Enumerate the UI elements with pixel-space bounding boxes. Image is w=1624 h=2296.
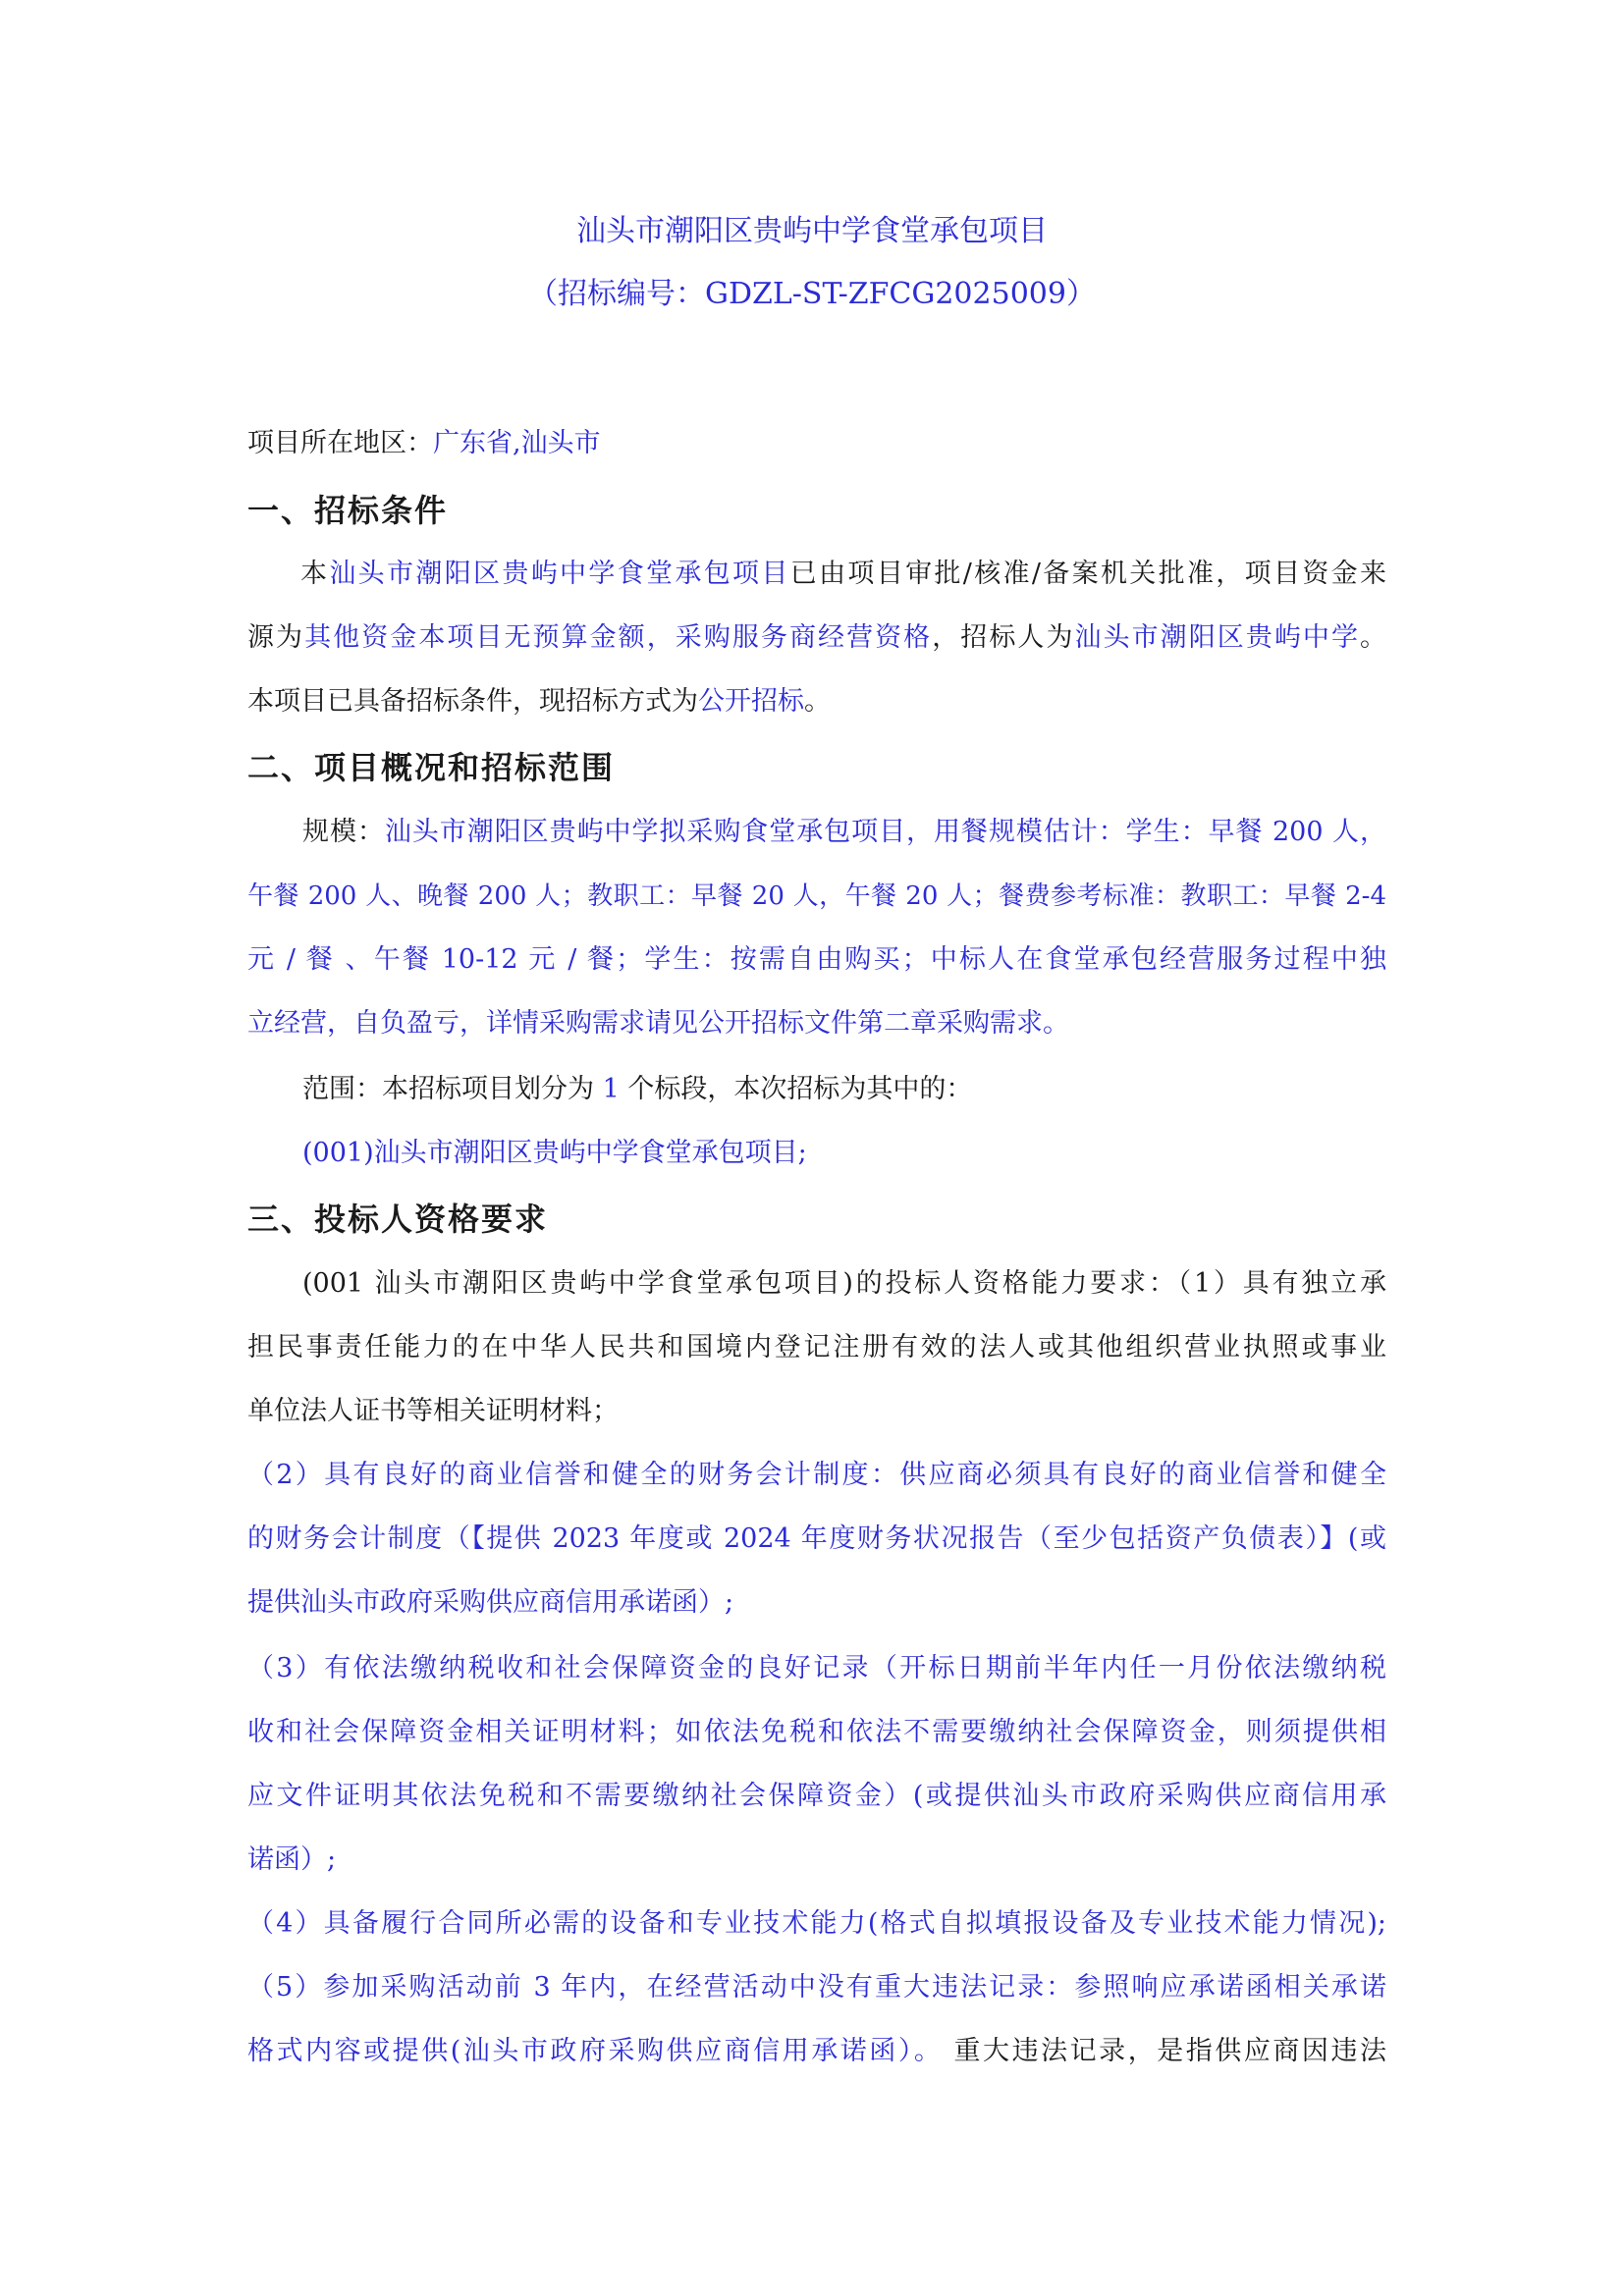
section-heading-bidder-qualifications: 三、投标人资格要求: [247, 1201, 549, 1238]
project-location: [247, 424, 1386, 463]
bid-number: （招标编号：GDZL-ST-ZFCG2025009）: [528, 277, 1096, 311]
fund-source: 其他资金本项目无预算金额，采购服务商经营资格: [304, 622, 933, 653]
qual-p4-line-1: （4）具备履行合同所必需的设备和专业技术能力(格式自拟填报设备及专业技术能力情况);: [247, 1908, 1386, 1939]
project-name: 汕头市潮阳区贵屿中学食堂承包项目: [329, 559, 790, 589]
qual-p1-line-3: 单位法人证书等相关证明材料；: [247, 1396, 619, 1426]
scale-label: 规模：: [302, 817, 385, 847]
lot-item: (001)汕头市潮阳区贵屿中学食堂承包项目;: [302, 1138, 807, 1168]
location-label: 项目所在地区：: [247, 428, 433, 458]
scale-line-1: 规模：汕头市潮阳区贵屿中学拟采购食堂承包项目，用餐规模估计：学生：早餐 200 人，: [302, 817, 1387, 847]
qual-p2-line-1: （2）具有良好的商业信誉和健全的财务会计制度：供应商必须具有良好的商业信誉和健全: [247, 1460, 1386, 1490]
document-title: 汕头市潮阳区贵屿中学食堂承包项目: [576, 214, 1048, 248]
qual-p3-line-1: （3）有依法缴纳税收和社会保障资金的良好记录（开标日期前半年内任一月份依法缴纳税: [247, 1653, 1386, 1683]
qual-p2-line-3: 提供汕头市政府采购供应商信用承诺函）;: [247, 1587, 734, 1618]
qual-p1-line-1: (001 汕头市潮阳区贵屿中学食堂承包项目)的投标人资格能力要求：（1）具有独立承: [302, 1268, 1386, 1299]
bidding-method: 公开招标: [698, 686, 804, 717]
section-heading-project-overview: 二、项目概况和招标范围: [247, 749, 616, 786]
qual-p3-line-2: 收和社会保障资金相关证明材料；如依法免税和依法不需要缴纳社会保障资金，则须提供相: [247, 1717, 1386, 1747]
section-heading-bidding-conditions: 一、招标条件: [247, 492, 449, 529]
lot-count: 1: [594, 1074, 628, 1104]
qual-p3-line-3: 应文件证明其依法免税和不需要缴纳社会保障资金）(或提供汕头市政府采购供应商信用承: [247, 1781, 1386, 1811]
qual-p5-line-2: 格式内容或提供(汕头市政府采购供应商信用承诺函）。 重大违法记录，是指供应商因违法: [247, 2036, 1386, 2066]
qual-p2-line-2: 的财务会计制度（【提供 2023 年度或 2024 年度财务状况报告（至少包括资产负债表）】(或: [247, 1523, 1386, 1554]
section1-line-3: 本项目已具备招标条件，现招标方式为公开招标。: [247, 686, 831, 717]
qual-p5-line-1: （5）参加采购活动前 3 年内，在经营活动中没有重大违法记录：参照响应承诺函相关承诺: [247, 1972, 1386, 2002]
tenderer-name: 汕头市潮阳区贵屿中学: [1074, 622, 1361, 653]
section1-line-2: 源为其他资金本项目无预算金额，采购服务商经营资格，招标人为汕头市潮阳区贵屿中学。: [247, 622, 1387, 653]
range-line: 范围：本招标项目划分为 1 个标段，本次招标为其中的：: [302, 1074, 973, 1104]
section1-line-1: 本汕头市潮阳区贵屿中学食堂承包项目已由项目审批/核准/备案机关批准，项目资金来: [300, 559, 1386, 589]
location-value: 广东省,汕头市: [433, 428, 601, 458]
qual-p3-line-4: 诺函）;: [247, 1844, 337, 1875]
scale-line-2: 午餐 200 人、晚餐 200 人；教职工：早餐 20 人，午餐 20 人；餐费参考标准：教职工：早餐 2-4: [247, 881, 1386, 911]
scale-line-4: 立经营，自负盈亏，详情采购需求请见公开招标文件第二章采购需求。: [247, 1008, 1069, 1039]
scale-line-3: 元 / 餐 、午餐 10-12 元 / 餐；学生：按需自由购买；中标人在食堂承包经营服务过程中独: [247, 944, 1386, 975]
qual-p1-line-2: 担民事责任能力的在中华人民共和国境内登记注册有效的法人或其他组织营业执照或事业: [247, 1332, 1386, 1362]
